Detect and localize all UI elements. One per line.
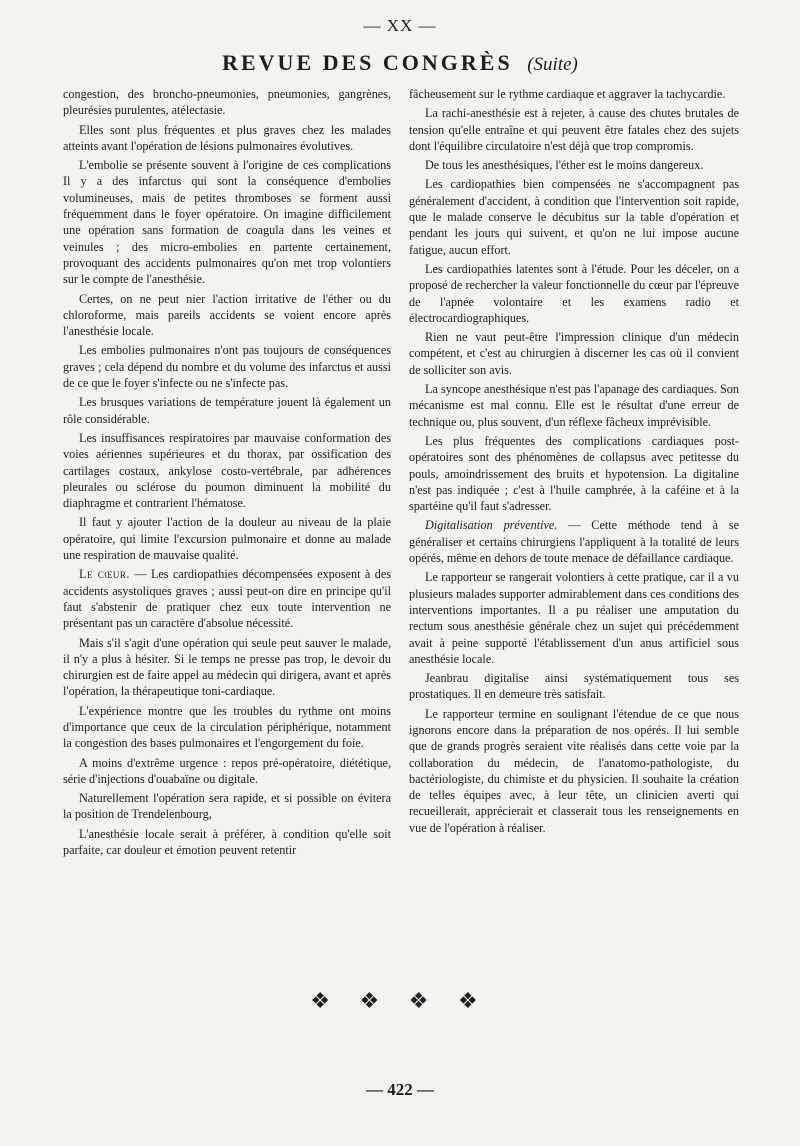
paragraph [409, 517, 739, 566]
left-column [63, 86, 391, 861]
paragraph: Les cardiopathies latentes sont à l'étude. Pour les déceler, on a proposé de rechercher la valeur fonctionnelle du cœur par l'épreuve de l'apnée volontaire et les examens radio et électrocardiographiques. [409, 261, 739, 325]
right-column [409, 86, 739, 839]
paragraph: L'anesthésie locale serait à préférer, à condition qu'elle soit parfaite, car douleur et émotion peuvent retentir [63, 826, 391, 858]
paragraph: Il faut y ajouter l'action de la douleur au niveau de la plaie opératoire, qui limite l'excursion pulmonaire et donne au malade une respiration de mauvaise qualité. [63, 515, 391, 563]
paragraph: Les insuffisances respiratoires par mauvaise conformation des voies aériennes supérieures et du thorax, par ossification des cartilages costaux, ankylose costo-vertébrale, par adhérences pleurales ou sclérose du poumon diminuent la mobilité du diaphragme et contrarient l'hématose. [63, 430, 391, 511]
paragraph: fâcheusement sur le rythme cardiaque et aggraver la tachycardie. [409, 87, 726, 101]
paragraph: Mais s'il s'agit d'une opération qui seule peut sauver le malade, il n'y a plus à hésiter. Si le temps ne presse pas trop, le devoir du chirurgien est de faire appel au médecin qui dirigera, avant et après l'opération, la thérapeutique toni-cardiaque. [63, 635, 391, 699]
paragraph: Elles sont plus fréquentes et plus graves chez les malades atteints avant l'opération de lésions pulmonaires évolutives. [63, 122, 391, 153]
paragraph: Naturellement l'opération sera rapide, et si possible on évitera la position de Trendelenbourg, [63, 791, 391, 822]
paragraph: Jeanbrau digitalise ainsi systématiquement tous ses prostatiques. Il en demeure très satisfait. [409, 671, 739, 702]
paragraph-text: — Cette méthode tend à se généraliser et certains chirurgiens l'appliquent à la totalité de leurs opérés, même en dehors de toute menace de défaillance cardiaque. [409, 518, 740, 566]
page-number: — 422 — [366, 1080, 434, 1099]
roman-page-number: — XX — [363, 16, 437, 35]
paragraph: L'embolie se présente souvent à l'origine de ces complications Il y a des infarctus qui sont la conséquence d'embolies volumineuses, mais de petites thromboses se forment aussi fréquemment dans le foyer opératoire. On imagine difficilement une opération sans formation de coagula dans les veines et veinules ; des micro-embolies en partente certainement, provoquant des accidents pulmonaires qu'on met trop volontiers sur le compte de l'anesthésie. [63, 158, 391, 287]
paragraph [63, 566, 391, 631]
paragraph-text: — Les cardiopathies décompensées exposent à des accidents asystoliques graves ; aussi peut-on dire en principe qu'il faut s'abstenir de pratiquer chez eux toute intervention ne présentant pas un caractère d'absolue nécessité. [63, 567, 391, 631]
running-title-text: REVUE DES CONGRÈS [222, 50, 513, 75]
paragraph: L'expérience montre que les troubles du rythme ont moins d'importance que ceux de la circulation périphérique, notamment la congestion des bases pulmonaires et l'engorgement du foie. [63, 703, 391, 751]
running-title-suite: (Suite) [527, 54, 578, 75]
section-heading: Le cœur. [79, 567, 130, 582]
paragraph: Le rapporteur termine en soulignant l'étendue de ce que nous ignorons encore dans la préparation de nos opérés. Il lui semble que de grands progrès seraient vite réalisés dans cette voie par la collaboration du médecin, de l'anatomo-pathologiste, du bactériologiste, du chimiste et du physicien. Il souhaite la création de telles équipes avec, à leur tête, un clinicien averti qui recueillerait, apprécierait et classerait tous les renseignements en vue de l'opération à réaliser. [409, 706, 739, 835]
paragraph: Le rapporteur se rangerait volontiers à cette pratique, car il a vu plusieurs malades supporter admirablement dans ces conditions des interventions importantes. Il a pu réaliser une amputation du rectum sous anesthésie générale chez un sujet qui précédemment avait à peine supporté l'établissement d'un anus artificiel sous anesthésie locale. [409, 570, 739, 666]
paragraph: La rachi-anesthésie est à rejeter, à cause des chutes brutales de tension qu'elle entraîne et qui peuvent être fatales chez des sujets dont l'équilibre circulatoire n'est déjà que trop compromis. [409, 106, 739, 153]
paragraph: Les plus fréquentes des complications cardiaques post-opératoires sont des phénomènes de collapsus avec petitesse du pouls, amoindrissement des bruits et hypotension. La digitaline n'est pas indiquée ; c'est à l'huile camphrée, à la caféine et à la spartéine qu'il faut s'adresser. [409, 433, 739, 514]
paragraph: Certes, on ne peut nier l'action irritative de l'éther ou du chloroforme, mais pareils accidents se voient encore après l'anesthésie locale. [63, 291, 391, 339]
paragraph: De tous les anesthésiques, l'éther est le moins dangereux. [425, 158, 704, 173]
paragraph: La syncope anesthésique n'est pas l'apanage des cardiaques. Son mécanisme est mal connu. Elle est le résultat d'une erreur de technique ou, plus souvent, d'un réflexe fâcheux imprévisible. [409, 382, 739, 429]
paragraph: Les cardiopathies bien compensées ne s'accompagnent pas généralement d'accident, à condition que l'intervention soit rapide, que le malade conserve le décubitus sur la table d'opération et pendant les jours qui suivent, et qu'on ne lui impose aucune fatigue, aucun effort. [409, 177, 739, 257]
paragraph: Rien ne vaut peut-être l'impression clinique d'un médecin compétent, et c'est au chirurgien à discerner les cas où il convient de solliciter son avis. [409, 330, 739, 377]
ornament-divider: ❖ ❖ ❖ ❖ [310, 988, 490, 1013]
section-heading: Digitalisation préventive. [425, 518, 558, 533]
paragraph: congestion, des broncho-pneumonies, pneumonies, gangrènes, pleurésies purulentes, atélectasie. [63, 87, 391, 118]
paragraph: A moins d'extrême urgence : repos pré-opératoire, diététique, série d'injections d'ouabaïne ou digitale. [63, 755, 391, 786]
paragraph: Les brusques variations de température jouent là également un rôle considérable. [63, 395, 391, 426]
running-title [0, 50, 800, 76]
paragraph: Les embolies pulmonaires n'ont pas toujours de conséquences graves ; cela dépend du nombre et du volume des infarctus et aussi de ce que le foyer s'infecte ou ne s'infecte pas. [63, 343, 391, 391]
